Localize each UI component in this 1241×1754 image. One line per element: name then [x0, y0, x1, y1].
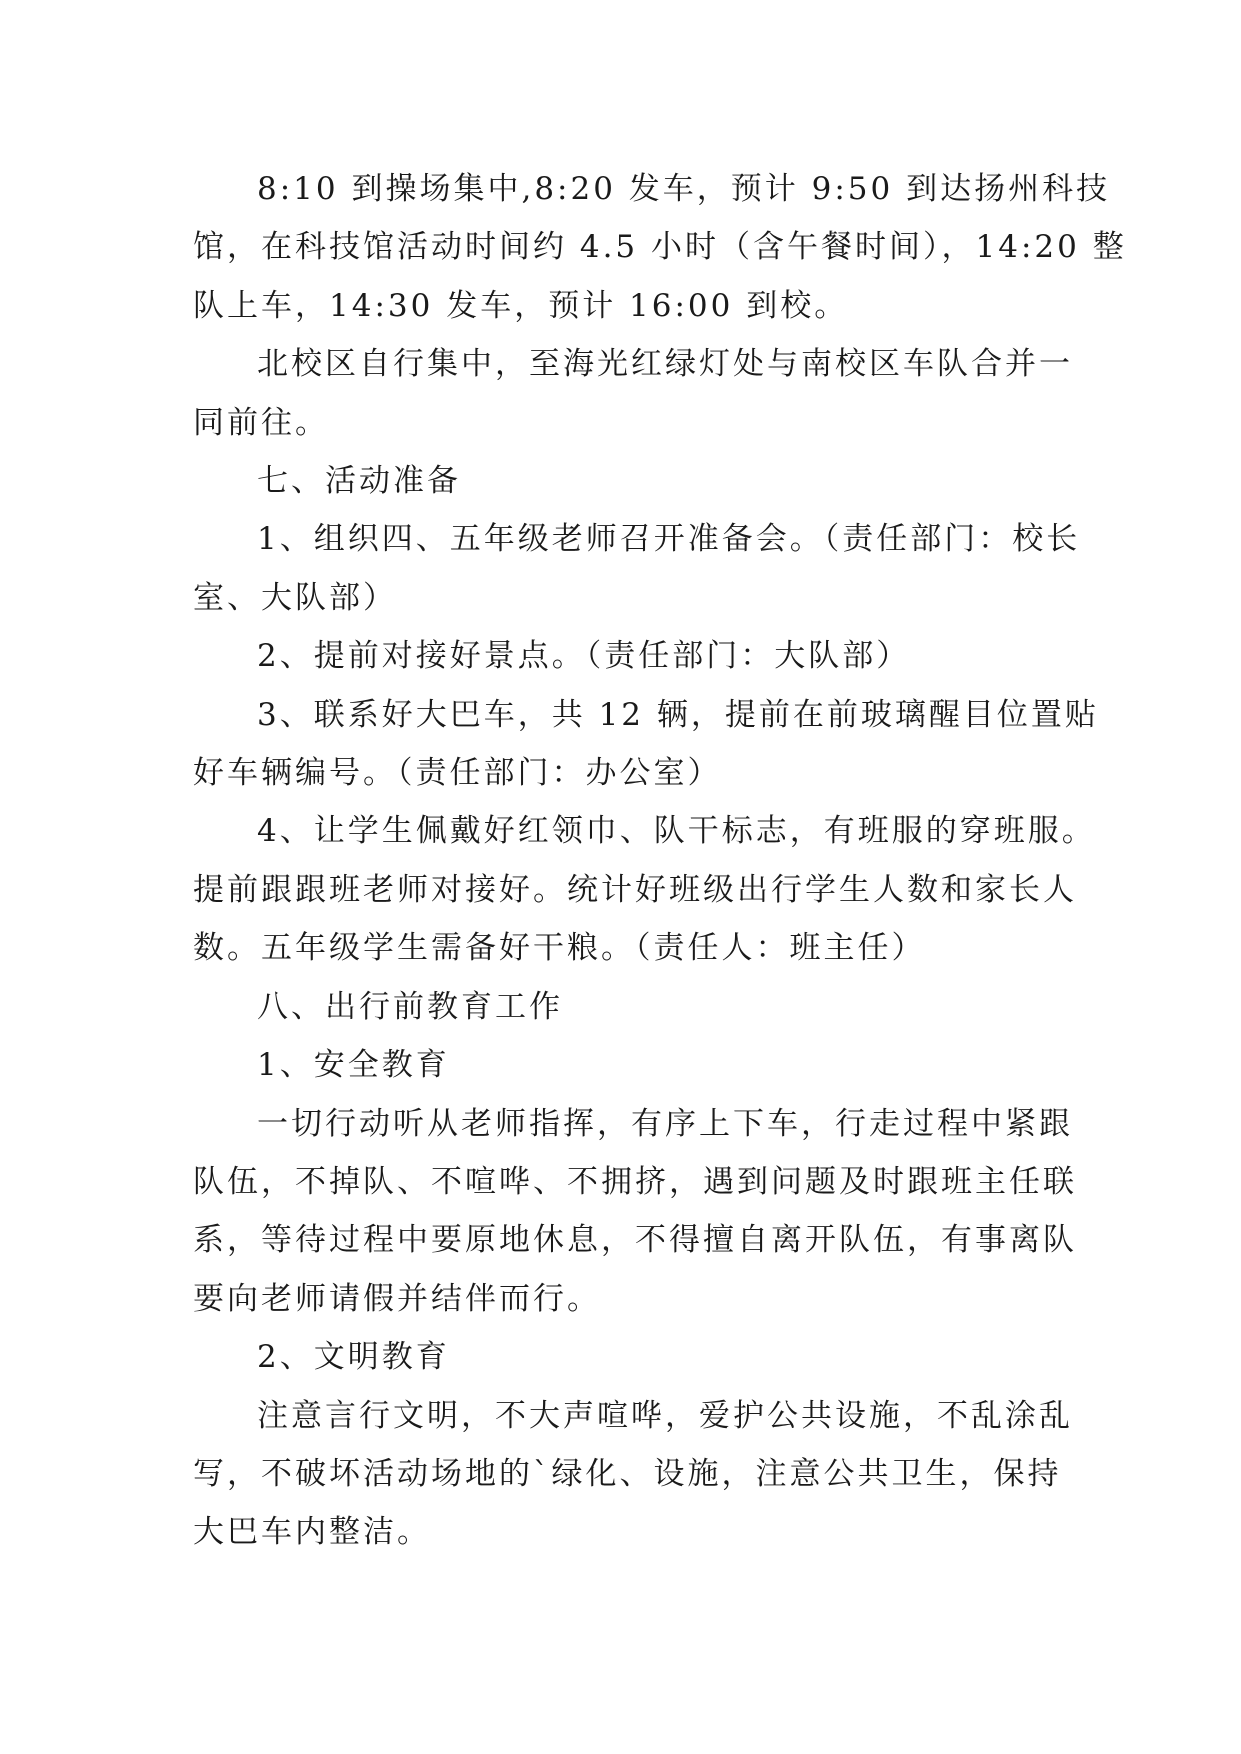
subheading-safety [193, 1036, 1053, 1094]
text-line: 同前往。 [193, 404, 329, 441]
text-line: 室、大队部） [193, 579, 397, 616]
text-line: 要向老师请假并结伴而行。 [193, 1280, 601, 1317]
section-heading: 七、活动准备 [257, 463, 461, 500]
text-line: 一切行动听从老师指挥，有序上下车，行走过程中紧跟 [257, 1105, 1073, 1142]
text-line: 北校区自行集中，至海光红绿灯处与南校区车队合并一 [257, 346, 1073, 383]
paragraph-prep-4 [193, 802, 1096, 977]
text-line: 1、组织四、五年级老师召开准备会。（责任部门：校长 [257, 521, 1081, 558]
text-line: 2、提前对接好景点。（责任部门：大队部） [257, 638, 911, 675]
paragraph-schedule [193, 160, 1127, 335]
text-line: 注意言行文明，不大声喧哗，爱护公共设施，不乱涂乱 [257, 1397, 1073, 1434]
text-line: 8:10 到操场集中,8:20 发车，预计 9:50 到达扬州科技 [257, 171, 1111, 207]
text-line: 好车辆编号。（责任部门：办公室） [193, 755, 722, 792]
text-line: 馆，在科技馆活动时间约 4.5 小时（含午餐时间），14:20 整 [193, 229, 1127, 266]
paragraph-prep-3 [193, 686, 1099, 803]
text-line: 4、让学生佩戴好红领巾、队干标志，有班服的穿班服。 [257, 813, 1096, 850]
text-line: 队上车，14:30 发车，预计 16:00 到校。 [193, 287, 849, 324]
document-body [193, 160, 1127, 1562]
section-heading-education [193, 978, 1053, 1036]
text-line: 写，不破坏活动场地的`绿化、设施，注意公共卫生，保持 [193, 1455, 1062, 1492]
section-heading-preparation [193, 452, 1053, 510]
paragraph-north-campus [193, 335, 1073, 452]
text-line: 3、联系好大巴车，共 12 辆，提前在前玻璃醒目位置贴 [257, 696, 1099, 733]
text-line: 数。五年级学生需备好干粮。（责任人：班主任） [193, 930, 926, 967]
subheading: 2、文明教育 [257, 1339, 450, 1376]
subheading: 1、安全教育 [257, 1047, 450, 1084]
text-line: 提前跟跟班老师对接好。统计好班级出行学生人数和家长人 [193, 871, 1077, 908]
text-line: 大巴车内整洁。 [193, 1514, 431, 1551]
section-heading: 八、出行前教育工作 [257, 988, 563, 1025]
paragraph-prep-1 [193, 510, 1081, 627]
text-line: 系，等待过程中要原地休息，不得擅自离开队伍，有事离队 [193, 1222, 1077, 1259]
subheading-civility [193, 1328, 1053, 1386]
paragraph-safety [193, 1095, 1077, 1329]
text-line: 队伍，不掉队、不喧哗、不拥挤，遇到问题及时跟班主任联 [193, 1163, 1077, 1200]
paragraph-prep-2 [193, 627, 1053, 685]
paragraph-civility [193, 1387, 1073, 1562]
